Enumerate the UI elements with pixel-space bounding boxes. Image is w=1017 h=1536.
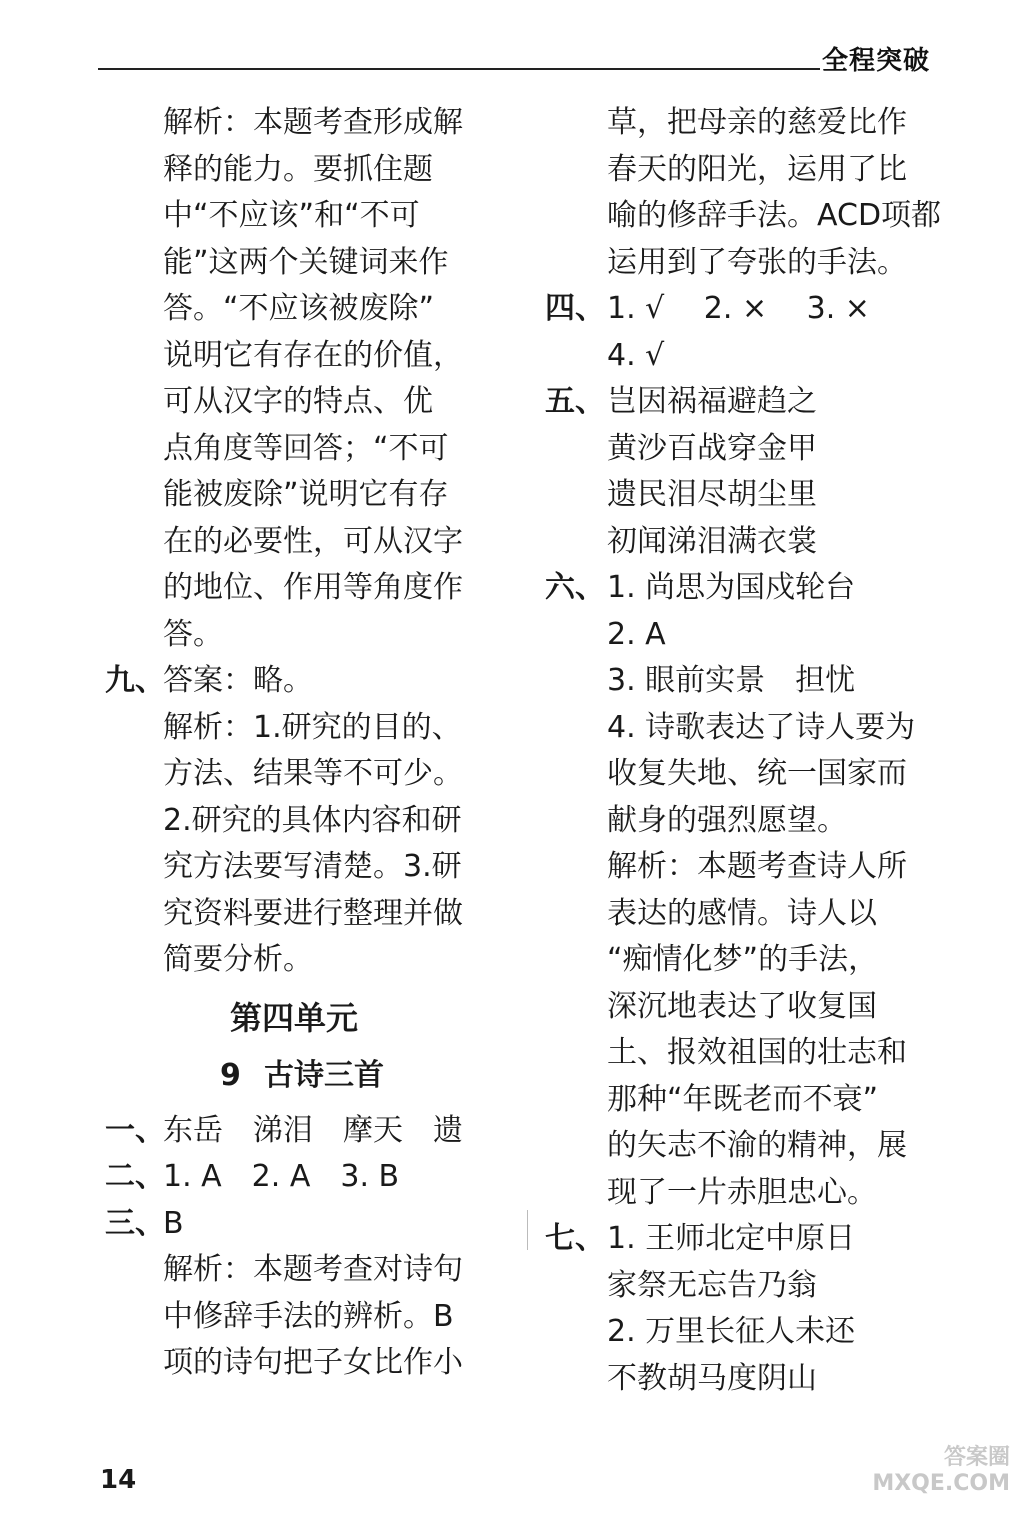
text-line: 家祭无忘告乃翁	[607, 1267, 817, 1303]
jiexi-s6	[545, 844, 955, 1216]
column-divider	[527, 1210, 528, 1250]
text-line: 可从汉字的特点、优	[163, 384, 433, 419]
text-line: 答。	[163, 616, 223, 652]
answer-text: 1. √ 2. × 3. ×	[607, 291, 870, 326]
jiexi-9	[105, 705, 510, 984]
section-2	[105, 1154, 510, 1201]
lesson-title	[105, 1048, 510, 1104]
text-line: 现了一片赤胆忠心。	[607, 1174, 877, 1210]
text-line: 2. A	[607, 616, 666, 652]
answer-text: 岂因祸福避趋之	[607, 384, 817, 419]
text-line: 的矢志不渝的精神，展	[607, 1128, 907, 1163]
answer-text: 1. 王师北定中原日	[607, 1221, 856, 1256]
text-line: 中“不应该”和“不可	[163, 198, 420, 233]
section-3	[105, 1201, 510, 1248]
text-line: 点角度等回答；“不可	[163, 430, 449, 466]
answer-text: 东岳 涕泪 摩天 遗	[163, 1112, 463, 1148]
lesson-name: 古诗三首	[264, 1057, 384, 1093]
text-line: 收复失地、统一国家而	[607, 756, 907, 791]
text-line: 能被废除”说明它有存	[163, 477, 449, 512]
section-1	[105, 1108, 510, 1155]
text-line: 解析：本题考查对诗句	[163, 1252, 463, 1287]
answer-text: B	[163, 1205, 184, 1241]
section-4	[545, 286, 955, 333]
text-line: 喻的修辞手法。ACD项都	[607, 198, 942, 233]
lesson-number: 9	[220, 1057, 241, 1093]
text-line: 深沉地表达了收复国	[607, 988, 877, 1024]
watermark-logo: 答案圈 MXQE.COM	[872, 1445, 1010, 1496]
section-marker: 六、	[545, 570, 605, 605]
answer-text: 1. A 2. A 3. B	[163, 1159, 400, 1194]
answer-text: 1. 尚思为国戍轮台	[607, 570, 856, 605]
section-7	[545, 1216, 955, 1263]
section-5	[545, 379, 955, 426]
text-line: 献身的强烈愿望。	[607, 802, 847, 838]
text-line: 4. 诗歌表达了诗人要为	[607, 709, 916, 745]
text-line: 说明它有存在的价值，	[163, 337, 463, 373]
text-line: 究资料要进行整理并做	[163, 895, 463, 931]
text-line: 解析：1.研究的目的、	[163, 709, 462, 745]
text-line: 方法、结果等不可少。	[163, 756, 463, 791]
unit-title: 第四单元	[230, 998, 359, 1037]
text-line: 4. √	[607, 337, 665, 373]
answer-text: 答案：略。	[163, 663, 313, 698]
text-line: 释的能力。要抓住题	[163, 151, 433, 187]
text-line: 不教胡马度阴山	[607, 1360, 817, 1396]
text-line: 春天的阳光，运用了比	[607, 151, 907, 187]
header-brand: 全程突破	[822, 46, 931, 76]
text-line: 解析：本题考查诗人所	[607, 849, 907, 884]
text-line: 土、报效祖国的壮志和	[607, 1035, 907, 1070]
section-marker: 九、	[105, 663, 165, 698]
text-line: 答。“不应该被废除”	[163, 291, 435, 326]
text-line: 2. 万里长征人未还	[607, 1314, 856, 1349]
section-marker: 三、	[105, 1205, 165, 1241]
right-column	[545, 100, 955, 1402]
text-line: 2.研究的具体内容和研	[163, 802, 462, 838]
text-line: 解析：本题考查形成解	[163, 105, 463, 140]
question-9	[105, 658, 510, 705]
jiexi-s3	[105, 1247, 510, 1387]
text-line: 项的诗句把子女比作小	[163, 1345, 463, 1380]
section-marker: 一、	[105, 1112, 165, 1148]
left-column	[105, 100, 510, 1387]
text-line: 简要分析。	[163, 942, 313, 977]
section-marker: 二、	[105, 1159, 165, 1194]
text-line: 能”这两个关键词来作	[163, 244, 449, 280]
text-line: 究方法要写清楚。3.研	[163, 849, 462, 884]
page-number: 14	[100, 1465, 137, 1495]
text-line: 3. 眼前实景 担忧	[607, 663, 856, 698]
text-line: 表达的感情。诗人以	[607, 895, 877, 931]
header-rule	[98, 68, 820, 70]
text-line: 那种“年既老而不衰”	[607, 1081, 879, 1117]
text-line: 初闻涕泪满衣裳	[607, 523, 817, 559]
text-line: 中修辞手法的辨析。B	[163, 1298, 454, 1334]
text-line: “痴情化梦”的手法，	[607, 942, 879, 977]
text-line: 在的必要性，可从汉字	[163, 523, 463, 559]
text-line: 运用到了夸张的手法。	[607, 244, 907, 280]
text-line: 遗民泪尽胡尘里	[607, 477, 817, 512]
text-line: 草，把母亲的慈爱比作	[607, 105, 907, 140]
text-line: 的地位、作用等角度作	[163, 570, 463, 605]
section-marker: 四、	[545, 291, 605, 326]
jiexi-8	[105, 100, 510, 658]
section-marker: 七、	[545, 1221, 605, 1256]
jiexi-s3-continued	[545, 100, 955, 286]
section-marker: 五、	[545, 384, 605, 419]
text-line: 黄沙百战穿金甲	[607, 430, 817, 466]
section-6	[545, 565, 955, 612]
